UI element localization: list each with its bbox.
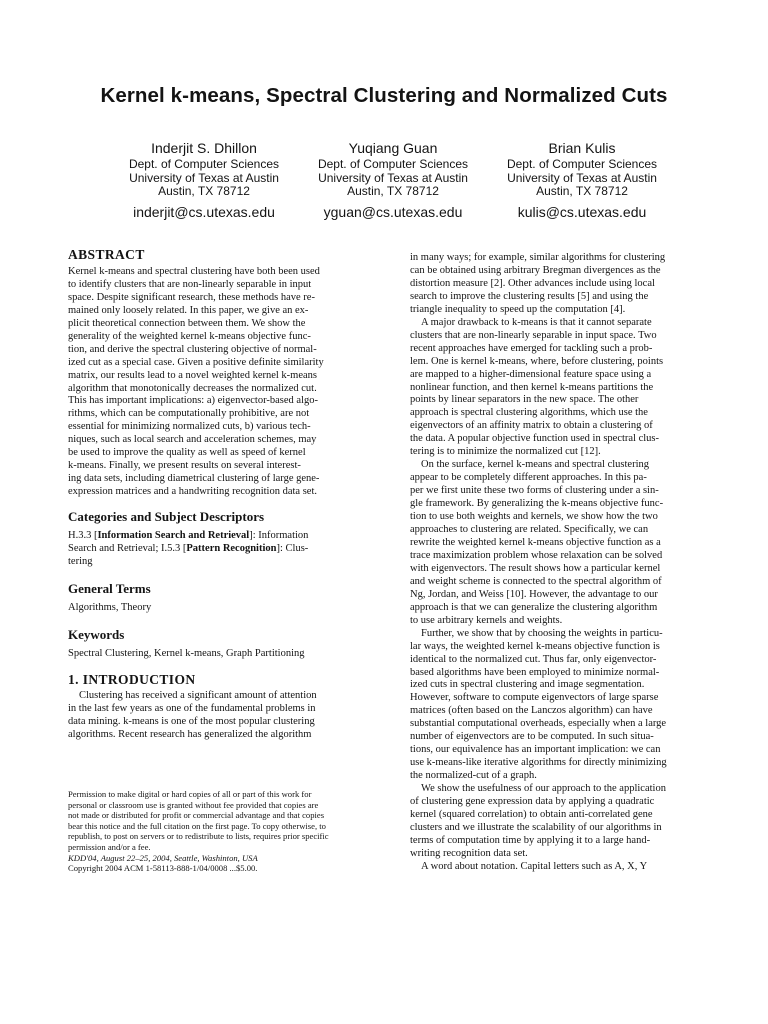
intro-line: algorithms. Recent research has generalized the algorithm	[68, 728, 312, 740]
body-line: to use arbitrary kernels and weights.	[410, 614, 563, 626]
body-line: We show the usefulness of our approach to the application	[421, 783, 666, 795]
abstract-line: space. Despite significant research, these methods have re-	[68, 291, 315, 303]
author-department: Dept. of Computer Sciences	[317, 157, 469, 171]
body-line: approach is that we can generalize the clustering algorithm	[410, 601, 658, 613]
body-line: distortion measure [2]. Other advances include using local	[410, 277, 655, 289]
author-city: Austin, TX 78712	[536, 184, 628, 198]
body-line: the data. A popular objective function used in spectral clus-	[410, 433, 660, 445]
intro-line: Clustering has received a significant amount of attention	[79, 689, 317, 701]
body-line: can be obtained using arbitrary Bregman divergences as the	[410, 264, 661, 276]
author-block	[293, 139, 493, 221]
body-line: use k-means-like iterative algorithms for directly minimizing	[410, 757, 667, 769]
author-university: University of Texas at Austin	[318, 170, 468, 185]
abstract-line: Kernel k-means and spectral clustering have both been used	[68, 265, 320, 277]
categories-line: tering	[68, 555, 93, 567]
abstract-line: ized cut as a special case. Given a positive definite similarity	[68, 356, 324, 368]
paragraph	[410, 861, 721, 874]
body-line: in many ways; for example, similar algorithms for clustering	[410, 252, 666, 263]
abstract-line: mained only loosely related. In this paper, we give an ex-	[68, 304, 309, 316]
intro-line: in the last few years as one of the fundamental problems in	[68, 702, 316, 714]
permission-line: Permission to make digital or hard copies of all or part of this work for	[68, 789, 312, 799]
body-line: A major drawback to k-means is that it cannot separate	[421, 316, 652, 328]
copyright-line: Copyright 2004 ACM 1-58113-888-1/04/0008 ...$5.00.	[68, 863, 258, 874]
general-terms-heading: General Terms	[68, 580, 151, 596]
body-line: writing recognition data set.	[410, 847, 528, 859]
abstract-line: niques, such as local search and acceleration schemes, may	[68, 434, 317, 446]
permission-line: personal or classroom use is granted without fee provided that copies are	[68, 799, 319, 810]
body-line: points by linear separators in the new space. The other	[410, 394, 639, 406]
author-email[interactable]: yguan@cs.utexas.edu	[323, 203, 463, 220]
abstract-line: be used to improve the quality as well as speed of kernel	[68, 447, 306, 459]
body-line: identical to the normalized cut. Thus far, only eigenvector-	[410, 653, 657, 665]
body-line: Further, we show that by choosing the weights in particu-	[421, 627, 663, 639]
body-line: per we first unite these two forms of clustering under a sin-	[410, 485, 659, 497]
author-university: University of Texas at Austin	[129, 170, 279, 185]
body-line: approaches to clustering are related. Specifically, we can	[410, 524, 649, 536]
body-line: the normalized-cut of a graph.	[410, 770, 537, 782]
categories-heading: Categories and Subject Descriptors	[68, 509, 265, 525]
body-line: Ng, Jordan, and Weiss [10]. However, the advantage to our	[410, 588, 658, 600]
paragraph	[410, 783, 721, 861]
paragraph	[410, 317, 721, 459]
body-line: rewrite the weighted kernel k-means objective function as a	[410, 536, 661, 548]
categories-line: H.3.3 [Information Search and Retrieval]: Information	[68, 530, 309, 542]
body-line: lem. One is kernel k-means, where, before clustering, points	[410, 355, 664, 367]
author-block	[482, 139, 682, 221]
paragraph	[410, 252, 721, 317]
author-department: Dept. of Computer Sciences	[128, 157, 280, 171]
body-line: A word about notation. Capital letters such as A, X, Y	[421, 860, 648, 872]
category-term: Information Search and Retrieval	[97, 530, 250, 542]
body-line: with eigenvectors. The result shows how a particular kernel	[410, 562, 661, 574]
paper-title: Kernel k-means, Spectral Clustering and Normalized Cuts	[100, 84, 668, 107]
body-line: and weight scheme is connected to the spectral algorithm of	[410, 575, 662, 587]
abstract-line: essential for minimizing normalized cuts, b) various tech-	[68, 421, 311, 433]
right-column	[410, 252, 721, 874]
introduction-heading: 1. INTRODUCTION	[68, 671, 196, 687]
abstract-body	[68, 266, 379, 499]
abstract-heading: ABSTRACT	[68, 247, 145, 262]
abstract-line: plicit theoretical connection between them. We show the	[68, 317, 306, 329]
intro-line: data mining. k-means is one of the most popular clustering	[68, 715, 315, 727]
abstract-line: tion, and derive the spectral clustering objective of normal-	[68, 343, 317, 355]
abstract-line: k-means. Finally, we present results on several interest-	[68, 460, 301, 472]
body-line: kernel (squared correlation) to obtain anti-correlated gene	[410, 808, 653, 820]
body-line: On the surface, kernel k-means and spectral clustering	[421, 459, 649, 471]
permission-line: not made or distributed for profit or commercial advantage and that copies	[68, 810, 325, 821]
keywords-heading: Keywords	[68, 626, 125, 642]
body-line: substantial computational overheads, especially when a large	[410, 718, 667, 730]
keywords-text: Spectral Clustering, Kernel k-means, Graph Partitioning	[68, 647, 305, 659]
abstract-line: algorithm that monotonically decreases the normalized cut.	[68, 382, 317, 394]
general-terms-text: Algorithms, Theory	[68, 601, 152, 613]
permission-line: bear this notice and the full citation on the first page. To copy otherwise, to	[68, 820, 326, 831]
body-line: matrices (often based on the Lanczos algorithm) can have	[410, 705, 653, 717]
body-line: tion to use both weights and kernels, we show how the two	[410, 511, 658, 523]
body-line: eigenvectors of an affinity matrix to obtain a clustering of	[410, 420, 653, 432]
author-name: Yuqiang Guan	[348, 140, 438, 156]
body-line: gle framework. By generalizing the k-means objective func-	[410, 498, 664, 510]
body-line: However, software to compute eigenvectors of large sparse	[410, 692, 659, 704]
body-line: triangle inequality to speed up the computation [4].	[410, 303, 626, 315]
body-line: ized cuts in spectral clustering and image segmentation.	[410, 679, 645, 691]
paragraph	[410, 628, 721, 783]
body-line: are mapped to a higher-dimensional feature space using a	[410, 368, 652, 380]
body-line: terms of computation time by applying it to a large hand-	[410, 834, 651, 846]
author-city: Austin, TX 78712	[347, 184, 439, 198]
body-line: trace maximization problem whose relaxation can be solved	[410, 549, 663, 561]
abstract-line: generality of the weighted kernel k-means objective func-	[68, 330, 311, 342]
author-university: University of Texas at Austin	[507, 170, 657, 185]
author-name: Inderjit S. Dhillon	[151, 140, 257, 156]
body-line: approach is spectral clustering algorithms, which use the	[410, 407, 648, 419]
category-term: Pattern Recognition	[186, 543, 277, 555]
body-line: tering is to minimize the normalized cut [12].	[410, 446, 601, 458]
body-line: tions, our equivalence has an important implication: we can	[410, 744, 661, 756]
abstract-line: matrix, our results lead to a novel weighted kernel k-means	[68, 369, 318, 381]
abstract-line: to identify clusters that are non-linearly separable in input	[68, 278, 312, 290]
body-line: clusters that are non-linearly separable in input space. Two	[410, 329, 657, 341]
author-block	[104, 139, 304, 221]
abstract-line: This has important implications: a) eigenvector-based algo-	[68, 395, 318, 407]
author-email[interactable]: kulis@cs.utexas.edu	[517, 203, 647, 220]
body-line: number of eigenvectors are to be computed. In such situa-	[410, 731, 654, 743]
body-line: lar ways, the weighted kernel k-means objective function is	[410, 640, 660, 652]
body-line: recent approaches have emerged for tackling such a prob-	[410, 342, 653, 354]
body-line: nonlinear function, and then kernel k-means partitions the	[410, 381, 654, 393]
conference-line: KDD'04, August 22–25, 2004, Seattle, Washinton, USA	[68, 852, 258, 863]
permission-line: permission and/or a fee.	[68, 841, 151, 852]
body-line: search to improve the clustering results [5] and using the	[410, 290, 649, 302]
author-name: Brian Kulis	[548, 140, 616, 156]
body-line: based algorithms have been employed to minimize normal-	[410, 666, 660, 678]
author-email[interactable]: inderjit@cs.utexas.edu	[133, 203, 275, 220]
author-department: Dept. of Computer Sciences	[506, 157, 658, 171]
author-city: Austin, TX 78712	[158, 184, 250, 198]
paragraph	[410, 459, 721, 627]
abstract-line: rithms, which can be computationally prohibitive, are not	[68, 408, 310, 420]
categories-line: Search and Retrieval; I.5.3 [Pattern Recognition]: Clus-	[68, 543, 309, 555]
abstract-line: ing data sets, including diametrical clustering of large gene-	[68, 473, 320, 485]
body-line: appear to be completely different approaches. In this pa-	[410, 472, 647, 484]
body-line: clusters and we illustrate the scalability of our algorithms in	[410, 821, 662, 833]
permission-line: republish, to post on servers or to redistribute to lists, requires prior specific	[68, 831, 329, 842]
abstract-line: expression matrices and a handwriting recognition data set.	[68, 486, 318, 498]
permission-notice	[68, 789, 379, 874]
body-line: of clustering gene expression data by applying a quadratic	[410, 796, 655, 808]
left-column	[68, 249, 379, 742]
